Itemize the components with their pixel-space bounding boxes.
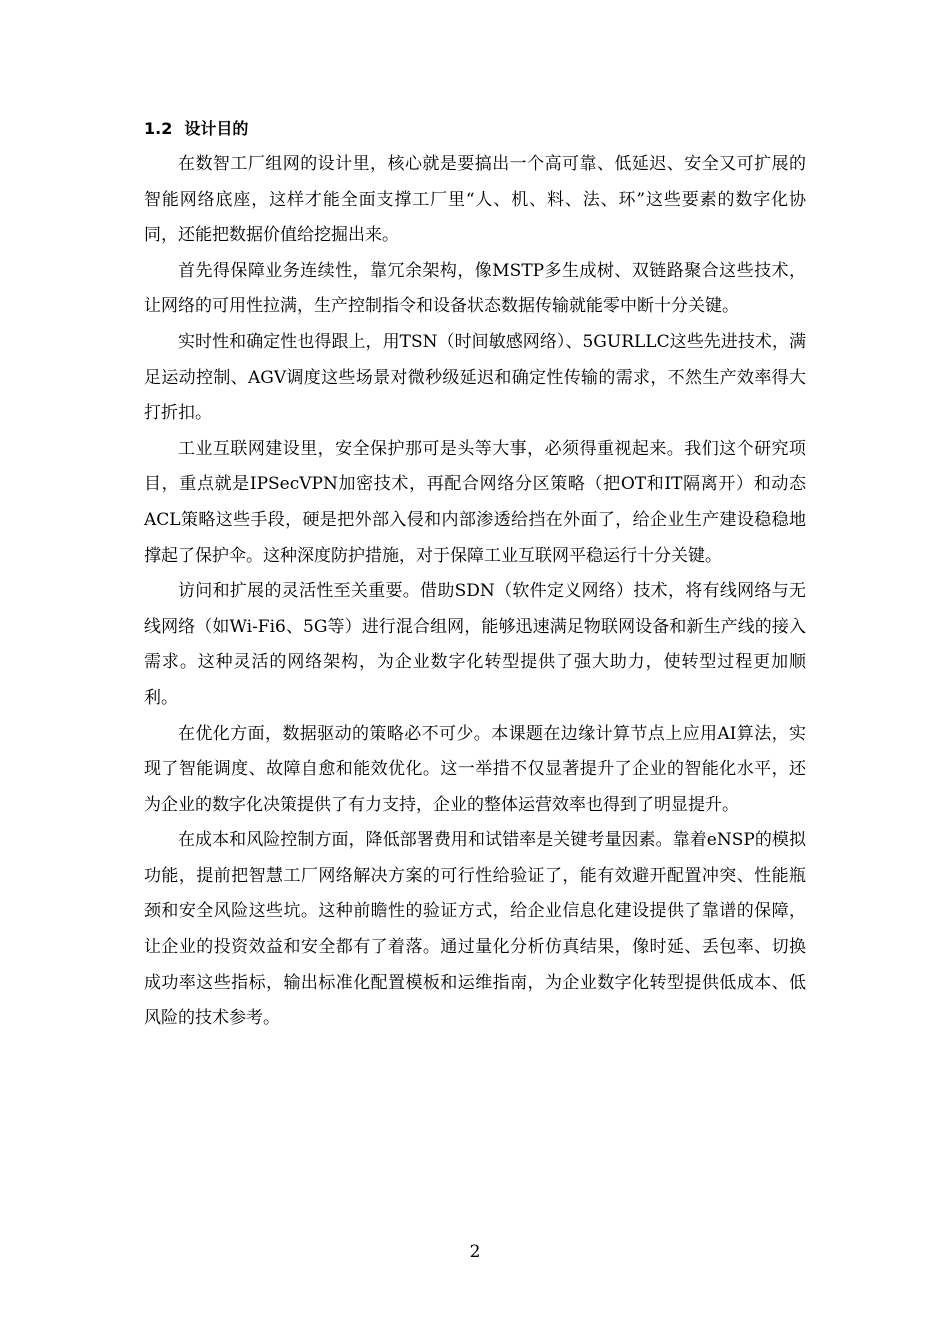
page-number: 2 <box>469 1242 481 1262</box>
paragraph: 工业互联网建设里，安全保护那可是头等大事，必须得重视起来。我们这个研究项目，重点就是IPSecVPN加密技术，再配合网络分区策略（把OT和IT隔离开）和动态ACL策略这些手段，硬是把外部入侵和内部渗透给挡在外面了，给企业生产建设稳稳地撑起了保护伞。这种深度防护措施，对于保障工业互联网平稳运行十分关键。 <box>144 438 806 566</box>
section-title: 设计目的 <box>184 119 249 138</box>
paragraph: 首先得保障业务连续性，靠冗余架构，像MSTP多生成树、双链路聚合这些技术，让网络的可用性拉满，生产控制指令和设备状态数据传输就能零中断十分关键。 <box>144 260 806 317</box>
paragraph: 在成本和风险控制方面，降低部署费用和试错率是关键考量因素。靠着eNSP的模拟功能，提前把智慧工厂网络解决方案的可行性给验证了，能有效避开配置冲突、性能瓶颈和安全风险这些坑。这种前瞻性的验证方式，给企业信息化建设提供了靠谱的保障，让企业的投资效益和安全都有了着落。通过量化分析仿真结果，像时延、丢包率、切换成功率这些指标，输出标准化配置模板和运维指南，为企业数字化转型提供低成本、低风险的技术参考。 <box>144 830 806 1029</box>
section-heading <box>144 113 806 145</box>
paragraph: 实时性和确定性也得跟上，用TSN（时间敏感网络）、5GURLLC这些先进技术，满足运动控制、AGV调度这些场景对微秒级延迟和确定性传输的需求，不然生产效率得大打折扣。 <box>144 331 806 424</box>
page-content <box>144 113 806 1037</box>
section-number: 1.2 <box>144 119 173 138</box>
paragraph: 访问和扩展的灵活性至关重要。借助SDN（软件定义网络）技术，将有线网络与无线网络（如Wi-Fi6、5G等）进行混合组网，能够迅速满足物联网设备和新生产线的接入需求。这种灵活的网络架构，为企业数字化转型提供了强大助力，使转型过程更加顺利。 <box>144 581 806 708</box>
paragraph: 在数智工厂组网的设计里，核心就是要搞出一个高可靠、低延迟、安全又可扩展的智能网络底座，这样才能全面支撑工厂里“人、机、料、法、环”这些要素的数字化协同，还能把数据价值给挖掘出来。 <box>144 154 806 246</box>
paragraph: 在优化方面，数据驱动的策略必不可少。本课题在边缘计算节点上应用AI算法，实现了智能调度、故障自愈和能效优化。这一举措不仅显著提升了企业的智能化水平，还为企业的数字化决策提供了有力支持，企业的整体运营效率也得到了明显提升。 <box>144 723 806 815</box>
